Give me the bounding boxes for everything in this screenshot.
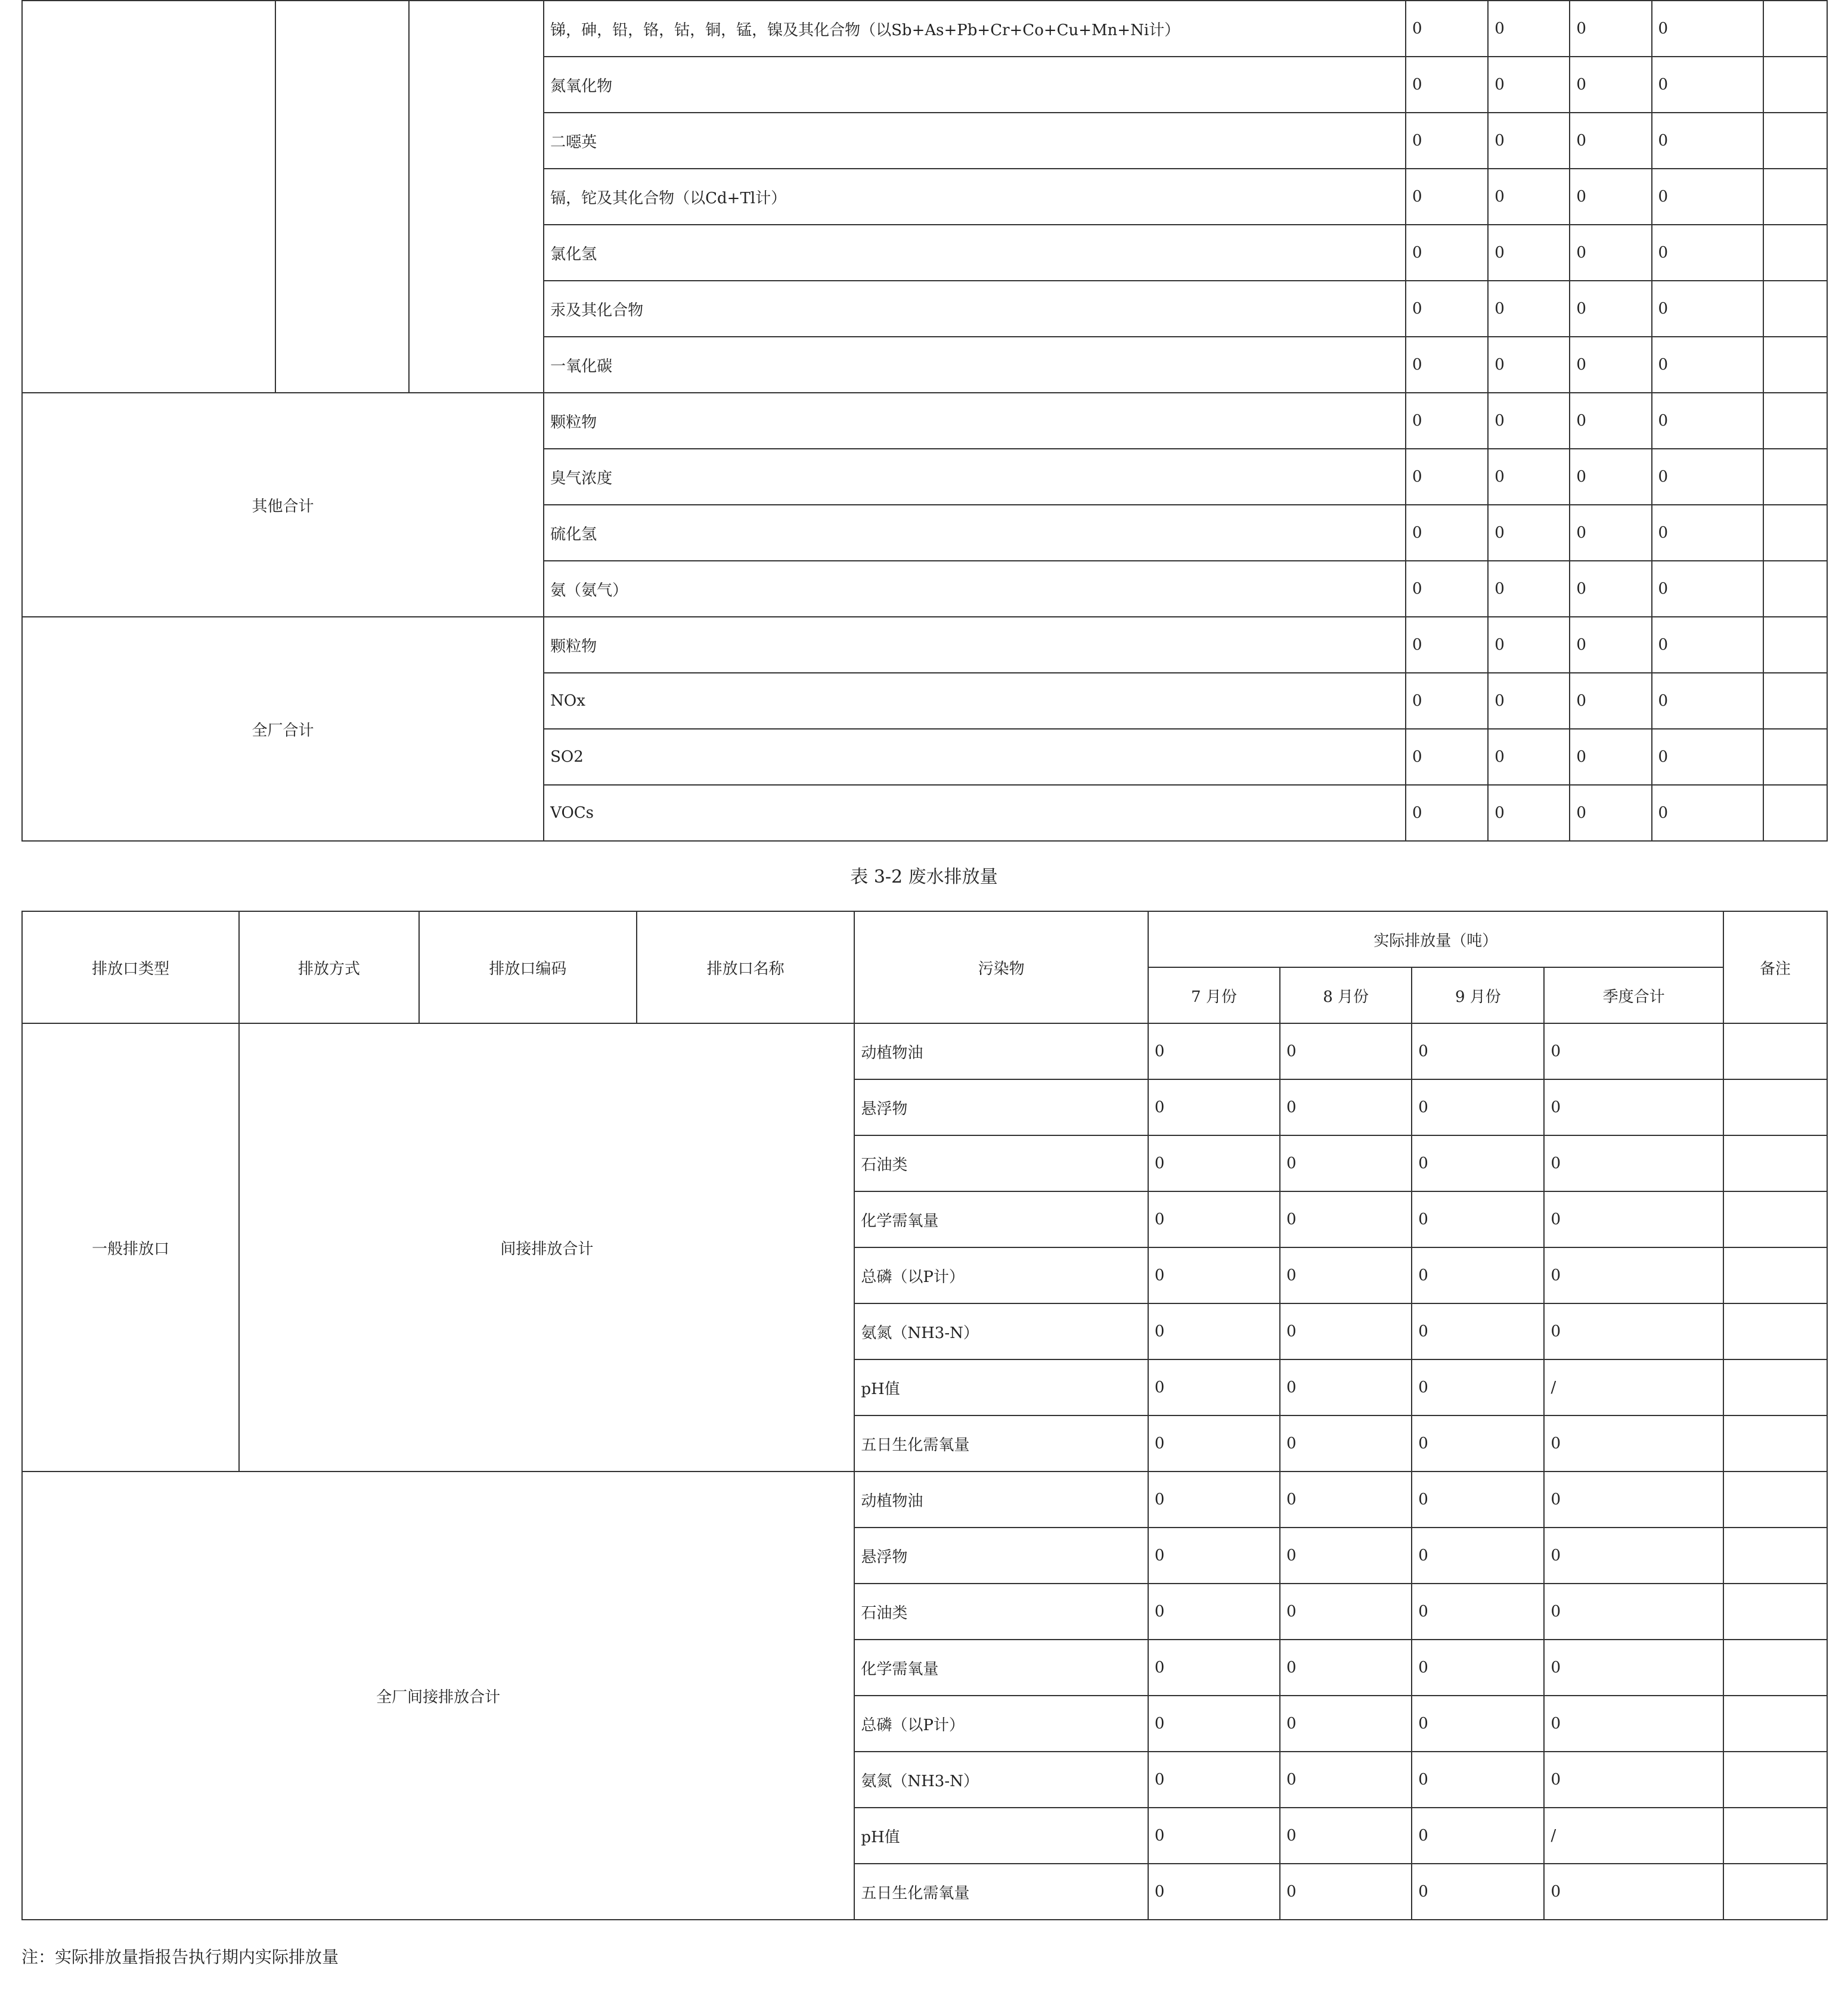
remark-cell [1723,1752,1827,1808]
pollutant-cell: 动植物油 [854,1023,1148,1079]
value-cell: 0 [1406,729,1488,785]
value-cell: 0 [1280,1079,1412,1135]
pollutant-cell: 化学需氧量 [854,1640,1148,1696]
value-cell: 0 [1406,169,1488,225]
value-cell: 0 [1652,393,1763,449]
value-cell: 0 [1570,449,1651,505]
pollutant-cell: 总磷（以P计） [854,1247,1148,1303]
pollutant-cell: 二噁英 [544,113,1406,169]
value-cell: 0 [1570,337,1651,393]
value-cell: 0 [1652,169,1763,225]
remark-cell [1723,1808,1827,1864]
value-cell: 0 [1406,449,1488,505]
value-cell: 0 [1406,1,1488,57]
value-cell: 0 [1488,281,1570,337]
value-cell: 0 [1652,617,1763,673]
remark-cell [1723,1472,1827,1528]
plant-indirect-total-label: 全厂间接排放合计 [22,1472,854,1920]
pollutant-cell: VOCs [544,785,1406,841]
value-cell: 0 [1412,1135,1544,1191]
value-cell: 0 [1148,1023,1280,1079]
value-cell: 0 [1412,1752,1544,1808]
value-cell: 0 [1652,1,1763,57]
value-cell: 0 [1652,449,1763,505]
pollutant-cell: 氨氮（NH3-N） [854,1752,1148,1808]
value-cell: 0 [1280,1472,1412,1528]
remark-cell [1763,169,1827,225]
pollutant-cell: 石油类 [854,1135,1148,1191]
remark-cell [1763,449,1827,505]
value-cell: 0 [1488,505,1570,561]
value-cell: 0 [1570,561,1651,617]
pollutant-cell: 五日生化需氧量 [854,1864,1148,1920]
value-cell: 0 [1488,113,1570,169]
pollutant-cell: 锑，砷，铅，铬，钴，铜，锰，镍及其化合物（以Sb+As+Pb+Cr+Co+Cu+Mn+Ni计） [544,1,1406,57]
value-cell: 0 [1148,1752,1280,1808]
value-cell: 0 [1652,729,1763,785]
value-cell: 0 [1148,1472,1280,1528]
value-cell: 0 [1544,1864,1723,1920]
value-cell: 0 [1570,393,1651,449]
value-cell: 0 [1488,449,1570,505]
table-row [22,393,1827,449]
value-cell: 0 [1488,729,1570,785]
indirect-total-label: 间接排放合计 [239,1023,854,1472]
value-cell: 0 [1148,1808,1280,1864]
remark-cell [1763,1,1827,57]
value-cell: 0 [1406,673,1488,729]
table-row [22,1,1827,57]
other-total-label: 其他合计 [22,393,544,617]
value-cell: 0 [1148,1415,1280,1472]
value-cell: 0 [1148,1079,1280,1135]
remark-cell [1763,729,1827,785]
value-cell: 0 [1406,113,1488,169]
pollutant-cell: 硫化氢 [544,505,1406,561]
value-cell: 0 [1544,1415,1723,1472]
pollutant-cell: 臭气浓度 [544,449,1406,505]
value-cell: 0 [1412,1303,1544,1359]
value-cell: 0 [1652,785,1763,841]
value-cell: 0 [1406,281,1488,337]
value-cell: 0 [1544,1023,1723,1079]
pollutant-cell: 氯化氢 [544,225,1406,281]
remark-cell [1763,281,1827,337]
value-cell: 0 [1280,1640,1412,1696]
pollutant-cell: 化学需氧量 [854,1191,1148,1247]
value-cell: 0 [1148,1191,1280,1247]
wastewater-table [21,911,1828,1920]
header-july: 7 月份 [1148,967,1280,1023]
value-cell: 0 [1280,1415,1412,1472]
remark-cell [1763,57,1827,113]
remark-cell [1763,505,1827,561]
remark-cell [1723,1359,1827,1415]
remark-cell [1763,225,1827,281]
value-cell: 0 [1652,225,1763,281]
header-outlet-type: 排放口类型 [22,911,239,1023]
value-cell: 0 [1488,169,1570,225]
table-row [22,1472,1827,1528]
remark-cell [1763,393,1827,449]
value-cell: 0 [1488,337,1570,393]
value-cell: / [1544,1808,1723,1864]
value-cell: 0 [1652,337,1763,393]
pollutant-cell: NOx [544,673,1406,729]
remark-cell [1723,1584,1827,1640]
value-cell: 0 [1148,1864,1280,1920]
value-cell: 0 [1406,57,1488,113]
value-cell: 0 [1148,1696,1280,1752]
value-cell: 0 [1412,1584,1544,1640]
table-3-2-title: 表 3-2 废水排放量 [850,867,998,887]
header-remark: 备注 [1723,911,1827,1023]
value-cell: 0 [1544,1528,1723,1584]
value-cell: 0 [1488,785,1570,841]
pollutant-cell: 一氧化碳 [544,337,1406,393]
value-cell: 0 [1406,225,1488,281]
value-cell: 0 [1412,1247,1544,1303]
pollutant-cell: 颗粒物 [544,617,1406,673]
remark-cell [1723,1079,1827,1135]
value-cell: 0 [1280,1247,1412,1303]
remark-cell [1763,785,1827,841]
value-cell: 0 [1652,57,1763,113]
footnote: 注：实际排放量指报告执行期内实际排放量 [21,1947,339,1967]
value-cell: 0 [1544,1696,1723,1752]
header-outlet-code: 排放口编码 [419,911,637,1023]
remark-cell [1723,1696,1827,1752]
header-september: 9 月份 [1412,967,1544,1023]
value-cell: 0 [1570,729,1651,785]
value-cell: 0 [1570,673,1651,729]
value-cell: 0 [1280,1359,1412,1415]
remark-cell [1723,1415,1827,1472]
value-cell: 0 [1652,673,1763,729]
pollutant-cell: 悬浮物 [854,1528,1148,1584]
value-cell: 0 [1406,505,1488,561]
value-cell: 0 [1488,617,1570,673]
value-cell: 0 [1652,113,1763,169]
pollutant-cell: 石油类 [854,1584,1148,1640]
value-cell: 0 [1280,1752,1412,1808]
header-outlet-name: 排放口名称 [637,911,854,1023]
remark-cell [1763,113,1827,169]
remark-cell [1723,1528,1827,1584]
value-cell: 0 [1280,1864,1412,1920]
value-cell: 0 [1570,57,1651,113]
remark-cell [1763,617,1827,673]
value-cell: 0 [1148,1247,1280,1303]
value-cell: 0 [1280,1528,1412,1584]
table-row [22,1023,1827,1079]
header-discharge-method: 排放方式 [239,911,418,1023]
pollutant-cell: 悬浮物 [854,1079,1148,1135]
remark-cell [1763,673,1827,729]
value-cell: 0 [1544,1135,1723,1191]
value-cell: 0 [1544,1079,1723,1135]
value-cell: 0 [1544,1640,1723,1696]
value-cell: 0 [1148,1135,1280,1191]
value-cell: 0 [1412,1696,1544,1752]
group-cell [409,1,544,393]
value-cell: 0 [1280,1191,1412,1247]
remark-cell [1763,337,1827,393]
remark-cell [1723,1135,1827,1191]
value-cell: 0 [1148,1584,1280,1640]
general-outlet-label: 一般排放口 [22,1023,239,1472]
pollutant-cell: 氮氧化物 [544,57,1406,113]
value-cell: 0 [1570,617,1651,673]
value-cell: 0 [1652,505,1763,561]
value-cell: 0 [1570,1,1651,57]
pollutant-cell: SO2 [544,729,1406,785]
value-cell: 0 [1570,225,1651,281]
value-cell: 0 [1570,113,1651,169]
remark-cell [1723,1303,1827,1359]
value-cell: 0 [1412,1864,1544,1920]
pollutant-cell: 镉，铊及其化合物（以Cd+Tl计） [544,169,1406,225]
value-cell: 0 [1406,785,1488,841]
pollutant-cell: 动植物油 [854,1472,1148,1528]
value-cell: 0 [1280,1023,1412,1079]
header-august: 8 月份 [1280,967,1412,1023]
pollutant-cell: 氨（氨气） [544,561,1406,617]
group-cell [22,1,275,393]
value-cell: 0 [1544,1472,1723,1528]
value-cell: 0 [1406,337,1488,393]
value-cell: 0 [1570,169,1651,225]
value-cell: 0 [1544,1752,1723,1808]
value-cell: 0 [1488,225,1570,281]
remark-cell [1723,1023,1827,1079]
value-cell: 0 [1148,1359,1280,1415]
value-cell: 0 [1652,281,1763,337]
value-cell: 0 [1412,1808,1544,1864]
value-cell: 0 [1412,1359,1544,1415]
plant-total-label: 全厂合计 [22,617,544,841]
remark-cell [1723,1640,1827,1696]
value-cell: 0 [1280,1135,1412,1191]
value-cell: 0 [1280,1303,1412,1359]
value-cell: 0 [1488,57,1570,113]
pollutant-cell: 颗粒物 [544,393,1406,449]
value-cell: 0 [1406,617,1488,673]
value-cell: 0 [1544,1303,1723,1359]
value-cell: 0 [1570,785,1651,841]
pollutant-cell: 汞及其化合物 [544,281,1406,337]
header-actual-discharge: 实际排放量（吨） [1148,911,1723,967]
value-cell: 0 [1412,1023,1544,1079]
value-cell: 0 [1280,1808,1412,1864]
pollutant-cell: 氨氮（NH3-N） [854,1303,1148,1359]
value-cell: 0 [1412,1079,1544,1135]
pollutant-cell: 总磷（以P计） [854,1696,1148,1752]
value-cell: 0 [1412,1528,1544,1584]
value-cell: 0 [1488,673,1570,729]
table-row [22,617,1827,673]
value-cell: 0 [1488,393,1570,449]
value-cell: 0 [1488,561,1570,617]
pollutant-cell: pH值 [854,1359,1148,1415]
remark-cell [1723,1191,1827,1247]
exhaust-gas-table [21,0,1828,842]
value-cell: 0 [1412,1472,1544,1528]
value-cell: 0 [1544,1584,1723,1640]
value-cell: 0 [1148,1640,1280,1696]
value-cell: 0 [1570,505,1651,561]
group-cell [275,1,409,393]
remark-cell [1723,1864,1827,1920]
value-cell: 0 [1544,1191,1723,1247]
remark-cell [1723,1247,1827,1303]
value-cell: 0 [1280,1584,1412,1640]
value-cell: 0 [1412,1415,1544,1472]
value-cell: 0 [1406,561,1488,617]
value-cell: 0 [1412,1191,1544,1247]
value-cell: 0 [1652,561,1763,617]
value-cell: 0 [1280,1696,1412,1752]
value-cell: / [1544,1359,1723,1415]
header-quarter-total: 季度合计 [1544,967,1723,1023]
value-cell: 0 [1406,393,1488,449]
pollutant-cell: 五日生化需氧量 [854,1415,1148,1472]
value-cell: 0 [1148,1528,1280,1584]
value-cell: 0 [1412,1640,1544,1696]
value-cell: 0 [1570,281,1651,337]
value-cell: 0 [1544,1247,1723,1303]
pollutant-cell: pH值 [854,1808,1148,1864]
header-pollutant: 污染物 [854,911,1148,1023]
remark-cell [1763,561,1827,617]
value-cell: 0 [1148,1303,1280,1359]
value-cell: 0 [1488,1,1570,57]
